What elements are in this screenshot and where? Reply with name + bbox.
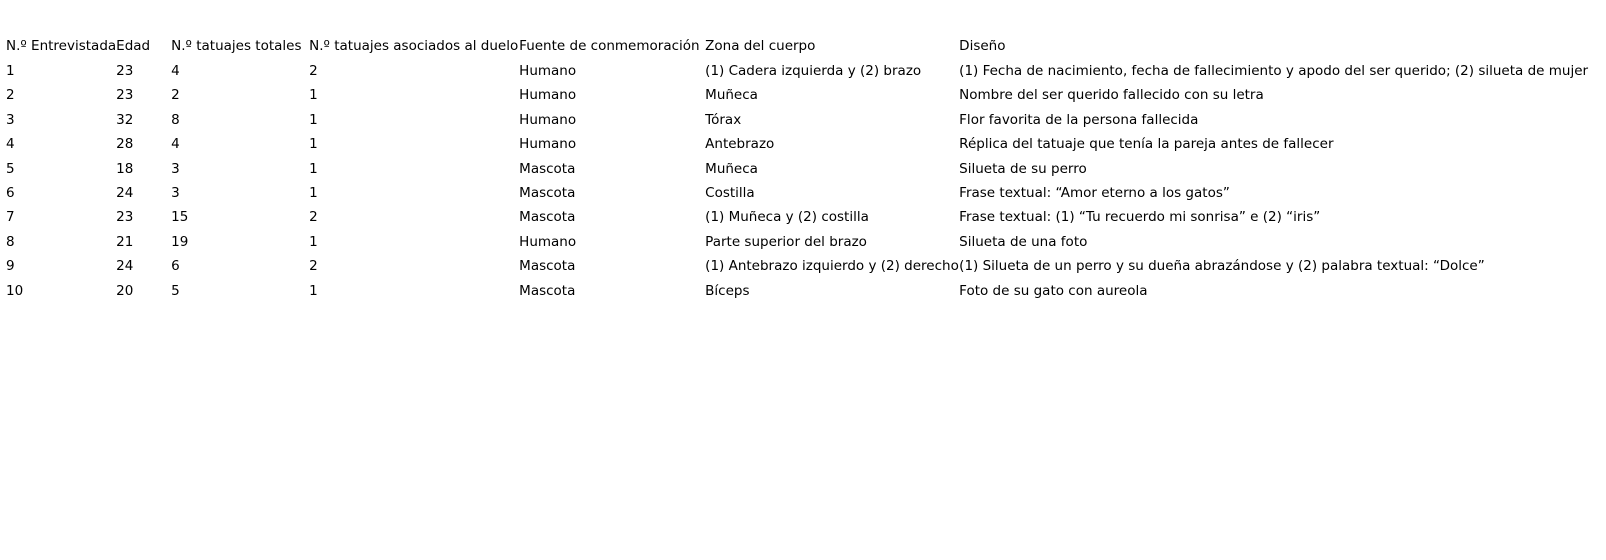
table-header-row (6, 40, 1588, 65)
column-header-total-tattoos: N.º tatuajes totales (171, 38, 302, 54)
cell-interview-number: 9 (6, 258, 15, 275)
table-row (6, 211, 1588, 235)
cell-total-tattoos: 2 (171, 87, 180, 104)
table-header (6, 40, 1588, 65)
cell-total-tattoos: 8 (171, 111, 180, 128)
cell-body-area: Bíceps (705, 282, 750, 299)
cell-age: 24 (116, 184, 134, 201)
cell-commemoration-source: Mascota (519, 282, 576, 299)
cell-commemoration-source: Mascota (519, 160, 576, 177)
table-row (6, 89, 1588, 113)
table-row (6, 163, 1588, 187)
cell-body-area: (1) Cadera izquierda y (2) brazo (705, 63, 922, 79)
cell-design: Silueta de su perro (959, 160, 1087, 177)
cell-design: Réplica del tatuaje que tenía la pareja antes de fallecer (959, 136, 1334, 153)
cell-grief-tattoos: 1 (309, 111, 318, 128)
column-header-interview-number: N.º Entrevistada (6, 38, 117, 54)
table-body (6, 65, 1588, 309)
cell-total-tattoos: 5 (171, 282, 180, 299)
column-header-grief-tattoos: N.º tatuajes asociados al duelo (309, 38, 519, 54)
column-header-body-area: Zona del cuerpo (705, 38, 816, 54)
cell-grief-tattoos: 1 (309, 184, 318, 201)
cell-grief-tattoos: 1 (309, 233, 318, 250)
cell-age: 23 (116, 63, 134, 79)
cell-body-area: Muñeca (705, 87, 758, 104)
cell-interview-number: 2 (6, 87, 15, 104)
cell-interview-number: 6 (6, 184, 15, 201)
cell-total-tattoos: 4 (171, 63, 180, 79)
cell-interview-number: 3 (6, 111, 15, 128)
cell-commemoration-source: Humano (519, 63, 577, 79)
cell-age: 23 (116, 209, 134, 226)
cell-design: Foto de su gato con aureola (959, 282, 1148, 299)
table-row (6, 138, 1588, 162)
cell-age: 28 (116, 136, 134, 153)
cell-body-area: Muñeca (705, 160, 758, 177)
cell-interview-number: 7 (6, 209, 15, 226)
cell-grief-tattoos: 1 (309, 136, 318, 153)
cell-body-area: (1) Muñeca y (2) costilla (705, 209, 869, 226)
cell-total-tattoos: 4 (171, 136, 180, 153)
column-header-commemoration-source: Fuente de conmemoración (519, 38, 700, 54)
cell-body-area: Tórax (705, 111, 742, 128)
column-header-design: Diseño (959, 38, 1006, 54)
cell-commemoration-source: Humano (519, 136, 577, 153)
cell-interview-number: 4 (6, 136, 15, 153)
cell-grief-tattoos: 2 (309, 209, 318, 226)
cell-design: Frase textual: (1) “Tu recuerdo mi sonrisa” e (2) “iris” (959, 209, 1321, 226)
interview-tattoo-table (6, 40, 1588, 309)
cell-design: Frase textual: “Amor eterno a los gatos” (959, 184, 1230, 201)
cell-interview-number: 8 (6, 233, 15, 250)
cell-body-area: Costilla (705, 184, 755, 201)
cell-body-area: Antebrazo (705, 136, 775, 153)
cell-age: 23 (116, 87, 134, 104)
cell-total-tattoos: 19 (171, 233, 189, 250)
cell-grief-tattoos: 1 (309, 160, 318, 177)
table-row (6, 187, 1588, 211)
cell-commemoration-source: Humano (519, 111, 577, 128)
cell-grief-tattoos: 1 (309, 282, 318, 299)
cell-commemoration-source: Mascota (519, 184, 576, 201)
cell-commemoration-source: Mascota (519, 258, 576, 275)
cell-design: (1) Fecha de nacimiento, fecha de fallecimiento y apodo del ser querido; (2) silueta de mujer (959, 63, 1589, 79)
cell-total-tattoos: 15 (171, 209, 189, 226)
cell-age: 20 (116, 282, 134, 299)
table-row (6, 65, 1588, 89)
cell-interview-number: 10 (6, 282, 24, 299)
cell-body-area: (1) Antebrazo izquierdo y (2) derecho (705, 258, 959, 275)
cell-interview-number: 1 (6, 63, 15, 79)
cell-total-tattoos: 3 (171, 160, 180, 177)
cell-total-tattoos: 3 (171, 184, 180, 201)
table-row (6, 114, 1588, 138)
cell-interview-number: 5 (6, 160, 15, 177)
column-header-age: Edad (116, 38, 151, 54)
cell-age: 18 (116, 160, 134, 177)
table-row (6, 260, 1588, 284)
cell-commemoration-source: Mascota (519, 209, 576, 226)
cell-body-area: Parte superior del brazo (705, 233, 867, 250)
cell-grief-tattoos: 2 (309, 258, 318, 275)
cell-grief-tattoos: 1 (309, 87, 318, 104)
cell-age: 32 (116, 111, 134, 128)
table-row (6, 236, 1588, 260)
cell-design: (1) Silueta de un perro y su dueña abrazándose y (2) palabra textual: “Dolce” (959, 258, 1485, 275)
cell-grief-tattoos: 2 (309, 63, 318, 79)
cell-age: 21 (116, 233, 134, 250)
cell-age: 24 (116, 258, 134, 275)
cell-design: Silueta de una foto (959, 233, 1088, 250)
cell-total-tattoos: 6 (171, 258, 180, 275)
cell-design: Flor favorita de la persona fallecida (959, 111, 1199, 128)
table-row (6, 285, 1588, 309)
cell-commemoration-source: Humano (519, 87, 577, 104)
cell-design: Nombre del ser querido fallecido con su letra (959, 87, 1264, 104)
cell-commemoration-source: Humano (519, 233, 577, 250)
